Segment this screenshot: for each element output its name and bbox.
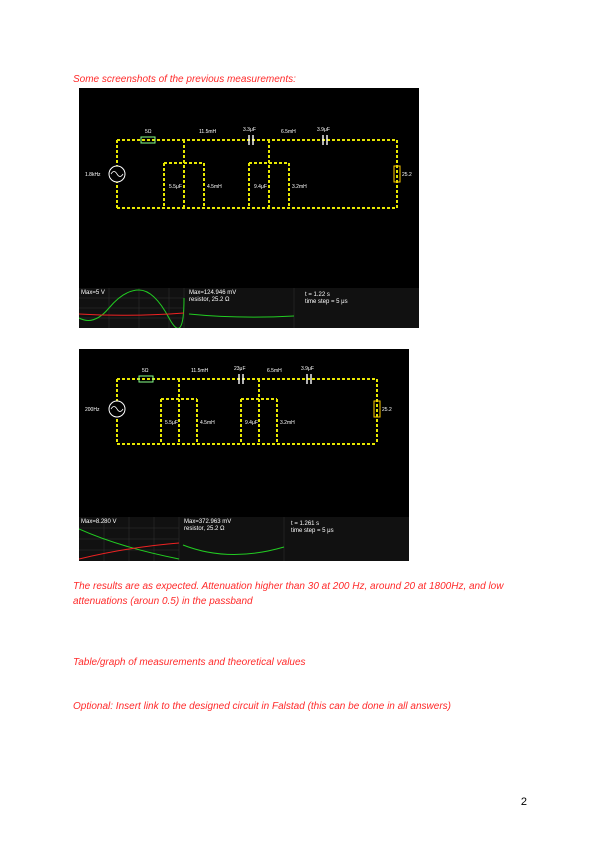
screenshot-2: [79, 349, 409, 561]
svg-text:3.3μF: 3.3μF: [243, 127, 256, 133]
scope-mid-label: Max=124.946 mV resistor, 25.2 Ω: [189, 290, 237, 303]
svg-text:6.5mH: 6.5mH: [267, 368, 282, 374]
page-number: 2: [520, 796, 527, 808]
scope-right-label: t = 1.261 s time step = 5 μs: [291, 521, 334, 534]
scope-right-label: t = 1.22 s time step = 5 μs: [305, 292, 348, 305]
table-prompt: Table/graph of measurements and theoretical values: [73, 657, 306, 668]
svg-text:3.9μF: 3.9μF: [317, 127, 330, 133]
svg-text:11.5mH: 11.5mH: [199, 129, 217, 135]
scope-traces-2: [79, 517, 409, 561]
svg-text:5Ω: 5Ω: [145, 129, 152, 135]
section-heading: Some screenshots of the previous measurements:: [73, 74, 296, 85]
svg-text:1.8kHz: 1.8kHz: [85, 172, 101, 178]
svg-text:11.5mH: 11.5mH: [191, 368, 209, 374]
scope-left-label: Max=8.280 V: [81, 519, 117, 525]
scope-mid-label: Max=372.963 mV resistor, 25.2 Ω: [184, 519, 232, 532]
svg-text:3.9μF: 3.9μF: [301, 366, 314, 372]
svg-text:5.5μF: 5.5μF: [165, 420, 178, 426]
svg-text:5Ω: 5Ω: [142, 368, 149, 374]
svg-text:200Hz: 200Hz: [85, 407, 100, 413]
results-paragraph: The results are as expected. Attenuation higher than 30 at 200 Hz, around 20 at 1800Hz, and low attenuations (aroun 0.5) in the passband: [73, 581, 504, 607]
scope-panel-1: [79, 288, 419, 328]
svg-text:6.5mH: 6.5mH: [281, 129, 296, 135]
screenshot-1: [79, 88, 419, 328]
scope-traces-1: [79, 288, 419, 328]
svg-text:25.2: 25.2: [382, 407, 392, 413]
svg-text:3.2mH: 3.2mH: [292, 184, 307, 190]
scope-left-label: Max=5 V: [81, 290, 105, 296]
svg-text:9.4μF: 9.4μF: [245, 420, 258, 426]
svg-text:9.4μF: 9.4μF: [254, 184, 267, 190]
svg-text:4.5mH: 4.5mH: [200, 420, 215, 426]
svg-text:5.5μF: 5.5μF: [169, 184, 182, 190]
optional-note: Optional: Insert link to the designed circuit in Falstad (this can be done in all answers): [73, 701, 451, 712]
svg-text:4.5mH: 4.5mH: [207, 184, 222, 190]
svg-text:23μF: 23μF: [234, 366, 246, 372]
svg-text:3.2mH: 3.2mH: [280, 420, 295, 426]
svg-text:25.2: 25.2: [402, 172, 412, 178]
scope-panel-2: [79, 517, 409, 561]
